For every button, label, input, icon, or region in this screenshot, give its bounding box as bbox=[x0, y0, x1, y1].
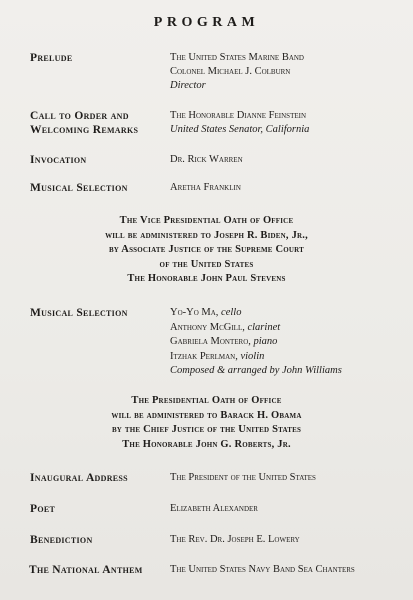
performer-line bbox=[170, 350, 410, 365]
item-label-line: Call to Order and bbox=[30, 110, 129, 122]
performer-line bbox=[170, 335, 410, 350]
page-title: PROGRAM bbox=[153, 15, 260, 30]
performer-instrument: piano bbox=[253, 336, 278, 348]
detail-line: Colonel Michael J. Colburn bbox=[170, 66, 291, 77]
item-label: Inaugural Address bbox=[30, 472, 128, 484]
detail-line: The President of the United States bbox=[170, 472, 316, 483]
performer-name: Yo-Yo Ma, bbox=[170, 307, 219, 318]
item-detail bbox=[170, 153, 410, 167]
item-label: Poet bbox=[30, 503, 56, 515]
detail-line: Aretha Franklin bbox=[170, 182, 241, 193]
detail-line: The Honorable Dianne Feinstein bbox=[170, 110, 307, 121]
item-label: Invocation bbox=[30, 154, 87, 166]
detail-line: United States Senator, California bbox=[170, 124, 310, 135]
performer-name: Gabriela Montero, bbox=[170, 336, 251, 348]
detail-line: The United States Navy Band Sea Chanters bbox=[170, 564, 355, 575]
item-detail bbox=[170, 181, 410, 195]
performer-name: Anthony McGill, bbox=[170, 321, 245, 333]
presidential-oath-announcement bbox=[0, 394, 413, 452]
item-label: Benediction bbox=[30, 534, 93, 546]
vp-oath-announcement bbox=[0, 214, 413, 287]
announcement-line: will be administered to Barack H. Obama bbox=[111, 409, 302, 421]
announcement-line: The Presidential Oath of Office bbox=[131, 395, 282, 406]
performer-line bbox=[170, 321, 410, 336]
item-label: Musical Selection bbox=[30, 307, 128, 319]
announcement-line: by Associate Justice of the Supreme Court bbox=[108, 244, 305, 255]
announcement-line: will be administered to Joseph R. Biden, Jr., bbox=[105, 229, 308, 241]
item-label: The National Anthem bbox=[29, 564, 143, 576]
item-detail bbox=[170, 471, 410, 485]
item-detail bbox=[170, 109, 410, 137]
item-detail bbox=[170, 51, 410, 93]
announcement-line: The Vice Presidential Oath of Office bbox=[119, 215, 294, 226]
announcement-line: The Honorable John Paul Stevens bbox=[127, 273, 286, 284]
item-detail bbox=[170, 306, 410, 379]
item-detail bbox=[170, 502, 410, 516]
detail-line: The Rev. Dr. Joseph E. Lowery bbox=[170, 534, 300, 545]
item-detail bbox=[170, 563, 410, 577]
detail-line: Director bbox=[170, 80, 206, 91]
detail-line: The United States Marine Band bbox=[170, 52, 304, 63]
announcement-line: of the United States bbox=[159, 258, 254, 270]
item-label: Musical Selection bbox=[30, 182, 128, 194]
item-label: Prelude bbox=[30, 52, 73, 64]
performer-name: Itzhak Perlman, bbox=[170, 350, 238, 362]
item-label bbox=[30, 109, 170, 137]
announcement-line: The Honorable John G. Roberts, Jr. bbox=[122, 438, 291, 450]
performer-instrument: cello bbox=[221, 307, 242, 318]
performer-line bbox=[170, 306, 410, 321]
item-label-line: Welcoming Remarks bbox=[30, 124, 139, 136]
announcement-line: by the Chief Justice of the United States bbox=[111, 424, 302, 435]
performer-instrument: clarinet bbox=[247, 321, 281, 333]
performer-instrument: violin bbox=[240, 350, 265, 362]
composer-credit: Composed & arranged by John Williams bbox=[170, 365, 342, 377]
detail-line: Elizabeth Alexander bbox=[170, 503, 258, 514]
item-detail bbox=[170, 533, 410, 547]
detail-line: Dr. Rick Warren bbox=[170, 154, 243, 165]
